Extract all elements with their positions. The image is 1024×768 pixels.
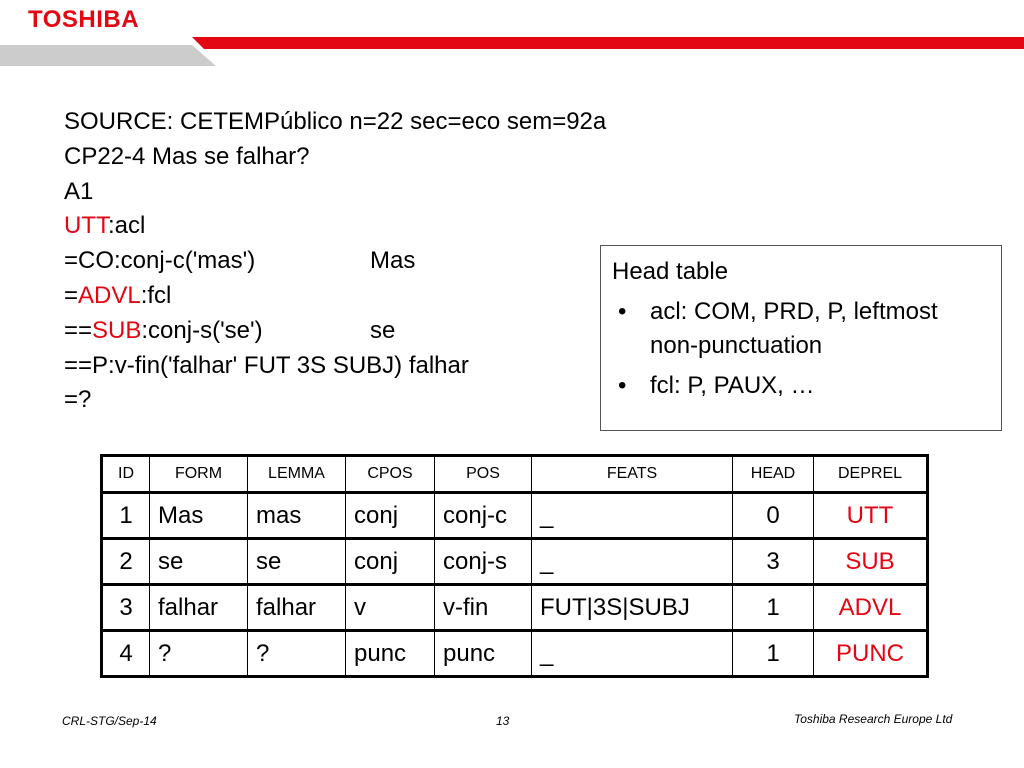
header-bar-red <box>192 37 1024 49</box>
source-line: SOURCE: CETEMPúblico n=22 sec=eco sem=92a <box>64 108 607 135</box>
table-header-row <box>102 456 928 493</box>
cell-id: 2 <box>102 539 150 585</box>
cell-lemma: se <box>248 539 346 585</box>
advl-line <box>64 279 606 314</box>
list-item <box>612 295 991 363</box>
cell-deprel: UTT <box>814 493 928 539</box>
cell-cpos: punc <box>346 631 435 677</box>
cell-pos: v-fin <box>435 585 532 631</box>
analysis-id-line: A1 <box>64 177 94 205</box>
cell-form: Mas <box>150 493 248 539</box>
cell-cpos: v <box>346 585 435 631</box>
column-header-lemma: LEMMA <box>248 456 346 493</box>
bullet-icon: • <box>618 298 627 325</box>
list-item <box>612 369 991 403</box>
sub-rest: :conj-s('se') <box>141 316 263 344</box>
cell-feats: _ <box>532 493 733 539</box>
table-row <box>102 493 928 539</box>
cell-deprel: ADVL <box>814 585 928 631</box>
cell-head: 0 <box>733 493 814 539</box>
cell-form: falhar <box>150 585 248 631</box>
utt-rest: :acl <box>108 212 146 240</box>
cell-id: 4 <box>102 631 150 677</box>
bullet-icon: • <box>618 372 627 399</box>
cell-lemma: ? <box>248 631 346 677</box>
table-row <box>102 539 928 585</box>
cell-lemma: mas <box>248 493 346 539</box>
page-number: 13 <box>496 714 510 728</box>
utt-line <box>64 209 606 244</box>
cell-id: 1 <box>102 493 150 539</box>
cell-deprel: PUNC <box>814 631 928 677</box>
advl-prefix: = <box>64 281 79 309</box>
cell-feats: _ <box>532 539 733 585</box>
co-label: =CO:conj-c('mas') <box>64 247 256 275</box>
list-item-text: acl: COM, PRD, P, leftmost non-punctuation <box>650 298 938 359</box>
sub-tag: SUB <box>92 316 142 344</box>
cell-head: 1 <box>733 631 814 677</box>
co-word: Mas <box>370 247 416 275</box>
cell-feats: _ <box>532 631 733 677</box>
sub-prefix: == <box>64 316 93 344</box>
advl-rest: :fcl <box>140 281 172 309</box>
predicate-line: ==P:v-fin('falhar' FUT 3S SUBJ) falhar <box>64 351 469 379</box>
sub-line <box>64 314 606 349</box>
cell-deprel: SUB <box>814 539 928 585</box>
cell-head: 3 <box>733 539 814 585</box>
header-swoosh-bar <box>0 36 1024 66</box>
punctuation-line: =? <box>64 386 92 414</box>
sub-word: se <box>370 316 396 344</box>
footer-date: CRL-STG/Sep-14 <box>62 714 157 728</box>
head-table-list <box>612 295 991 403</box>
sentence-line: CP22-4 Mas se falhar? <box>64 142 310 170</box>
cell-form: se <box>150 539 248 585</box>
cell-form: ? <box>150 631 248 677</box>
toshiba-logo: TOSHIBA <box>28 6 140 33</box>
co-line <box>64 244 606 279</box>
column-header-cpos: CPOS <box>346 456 435 493</box>
table-row <box>102 631 928 677</box>
column-header-form: FORM <box>150 456 248 493</box>
cell-cpos: conj <box>346 493 435 539</box>
cell-pos: punc <box>435 631 532 677</box>
head-table-title: Head table <box>612 258 729 285</box>
table-row <box>102 585 928 631</box>
column-header-head: HEAD <box>733 456 814 493</box>
cell-pos: conj-s <box>435 539 532 585</box>
cell-id: 3 <box>102 585 150 631</box>
column-header-feats: FEATS <box>532 456 733 493</box>
footer-organization: Toshiba Research Europe Ltd <box>794 712 953 726</box>
cell-head: 1 <box>733 585 814 631</box>
conll-table <box>100 454 929 678</box>
column-header-id: ID <box>102 456 150 493</box>
cell-lemma: falhar <box>248 585 346 631</box>
header-bar-gray <box>0 45 216 66</box>
head-table-box <box>600 245 1002 431</box>
column-header-deprel: DEPREL <box>814 456 928 493</box>
advl-tag: ADVL <box>78 281 141 309</box>
cell-cpos: conj <box>346 539 435 585</box>
list-item-text: fcl: P, PAUX, … <box>650 372 815 399</box>
cg-analysis-block <box>64 105 606 418</box>
column-header-pos: POS <box>435 456 532 493</box>
utt-tag: UTT <box>64 212 108 240</box>
cell-feats: FUT|3S|SUBJ <box>532 585 733 631</box>
cell-pos: conj-c <box>435 493 532 539</box>
